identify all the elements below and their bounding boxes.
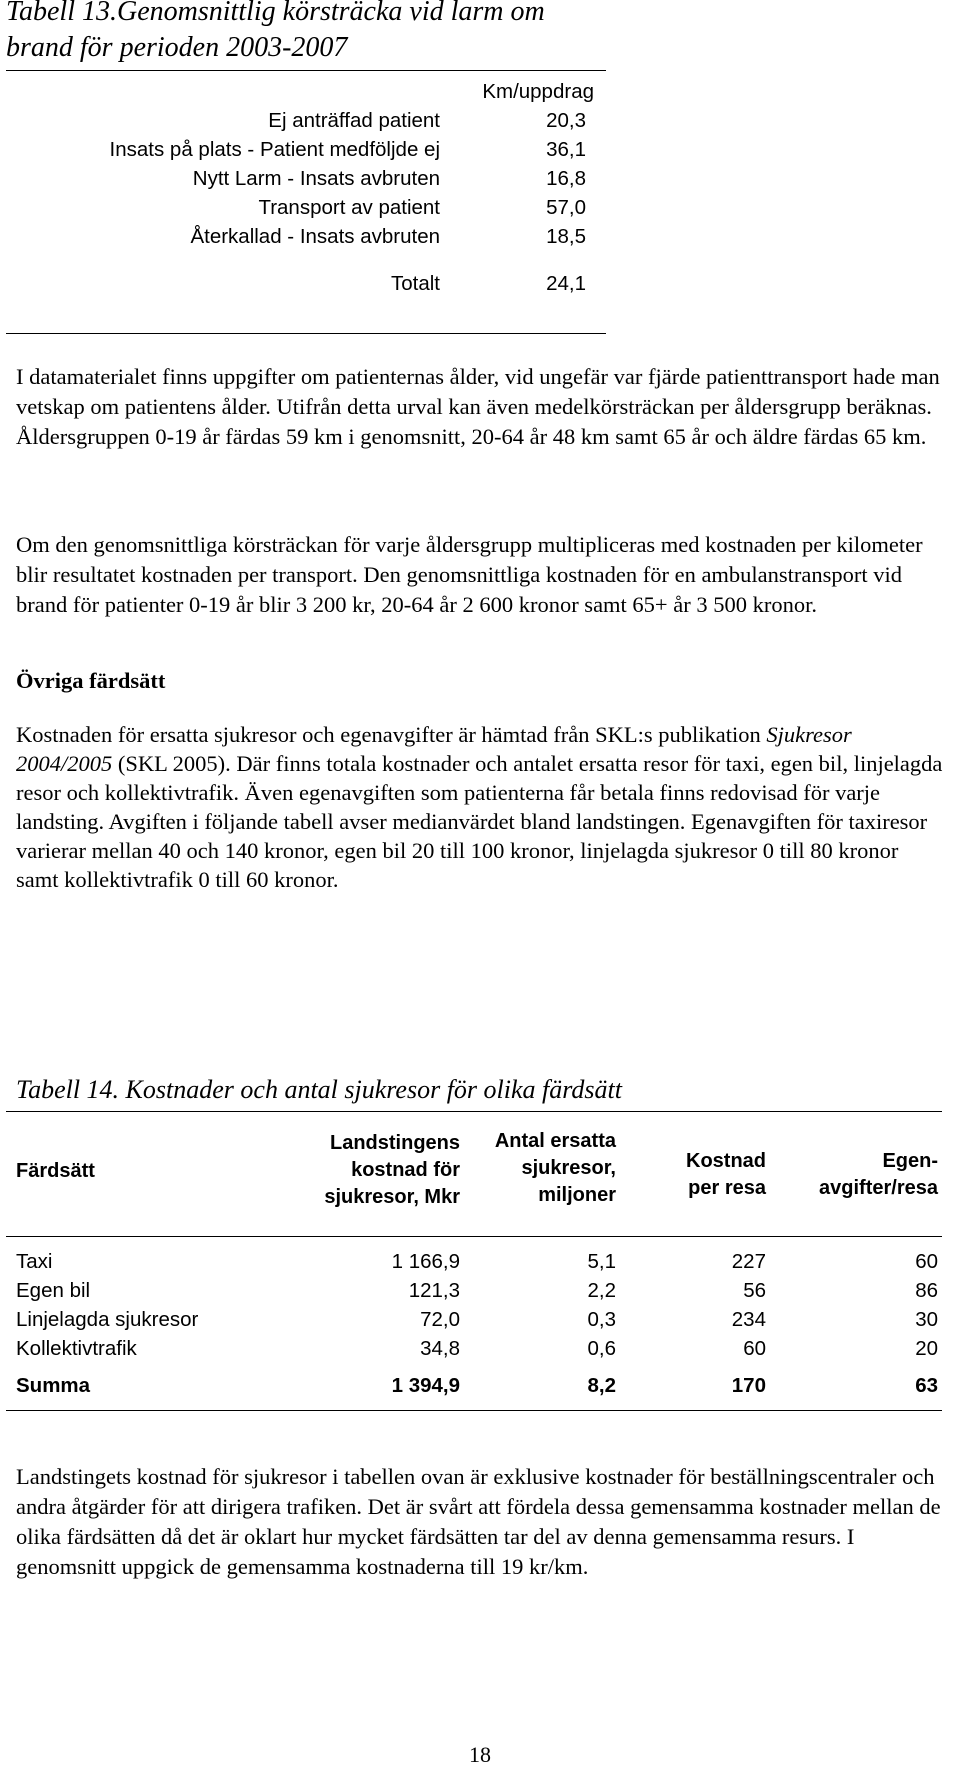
header-line: sjukresor, <box>521 1157 616 1179</box>
table-header-rule <box>6 1236 942 1237</box>
cell: 8,2 <box>587 1374 616 1397</box>
paragraph-text: (SKL 2005). Där finns totala kostnader och antalet ersatta resor för taxi, egen bil, linjelagda resor och kollektivtrafik. Även egenavgiften som patienterna får betala finns redovisad för varje landsting. Avgiften i följande tabell avser medianvärdet bland landstingen. Egenavgiften för taxiresor varierar mellan 40 och 140 kronor, egen bil 20 till 100 kronor, linjelagda sjukresor 0 till 80 kronor samt kollektivtrafik 0 till 60 kronor. <box>16 751 943 892</box>
row-value: 36,1 <box>546 138 586 161</box>
cell: 0,3 <box>587 1308 616 1331</box>
total-label: Totalt <box>391 272 440 295</box>
table-13-caption: Tabell 13.Genomsnittlig körsträcka vid larm om brand för perioden 2003-2007 <box>6 0 545 63</box>
cell: Taxi <box>16 1250 53 1273</box>
cell: 0,6 <box>587 1337 616 1360</box>
cell: 86 <box>915 1279 938 1302</box>
cell: 34,8 <box>420 1337 460 1360</box>
paragraph-age-distance: I datamaterialet finns uppgifter om patienternas ålder, vid ungefär var fjärde patienttransport hade man vetskap om patientens ålder. Utifrån detta urval kan även medelkörsträckan per åldersgrupp beräknas. Åldersgruppen 0-19 år färdas 59 km i genomsnitt, 20-64 år 48 km samt 65 år och äldre färdas 65 km. <box>16 364 940 449</box>
paragraph-cost-per-transport: Om den genomsnittliga körsträckan för varje åldersgrupp multipliceras med kostnaden per kilometer blir resultatet kostnaden per transport. Den genomsnittliga kostnaden för en ambulanstransport vid brand för patienter 0-19 år blir 3 200 kr, 20-64 år 2 600 kronor samt 65+ år 3 500 kronor. <box>16 532 923 617</box>
row-value: 16,8 <box>546 167 586 190</box>
row-label: Insats på plats - Patient medföljde ej <box>109 138 440 161</box>
table-13-column-header: Km/uppdrag <box>482 80 594 103</box>
cell: 56 <box>743 1279 766 1302</box>
table-bottom-rule <box>6 1410 942 1411</box>
header-line: Kostnad <box>686 1150 766 1172</box>
cell: 60 <box>743 1337 766 1360</box>
cell: Linjelagda sjukresor <box>16 1308 199 1331</box>
paragraph-sjukresor <box>16 720 946 894</box>
table-row <box>0 1250 960 1280</box>
header-line: Egen- <box>882 1150 938 1172</box>
paragraph-shared-costs: Landstingets kostnad för sjukresor i tabellen ovan är exklusive kostnader för beställningscentraler och andra åtgärder för att dirigera trafiken. Det är svårt att fördela dessa gemensamma kostnader mellan de olika färdsätten då det är oklart hur mycket färdsätten tar del av denna gemensamma resurs. I genomsnitt uppgick de gemensamma kostnaderna till 19 kr/km. <box>16 1464 941 1579</box>
cell: 72,0 <box>420 1308 460 1331</box>
cell: 5,1 <box>587 1250 616 1273</box>
table-row <box>6 167 606 197</box>
header-line: avgifter/resa <box>819 1177 938 1199</box>
section-heading: Övriga färdsätt <box>16 668 166 693</box>
header-line: kostnad för <box>351 1159 460 1181</box>
row-value: 20,3 <box>546 109 586 132</box>
row-value: 57,0 <box>546 196 586 219</box>
table-row <box>0 1337 960 1367</box>
cell: Summa <box>16 1374 91 1397</box>
header-trip-count <box>495 1128 616 1209</box>
table-row <box>6 138 606 168</box>
cell: 30 <box>915 1308 938 1331</box>
row-label: Återkallad - Insats avbruten <box>190 225 440 248</box>
table-14-caption: Tabell 14. Kostnader och antal sjukresor för olika färdsätt <box>16 1075 622 1104</box>
table-row <box>0 1308 960 1338</box>
total-value: 24,1 <box>546 272 586 295</box>
header-landsting-cost <box>324 1130 460 1211</box>
cell: Kollektivtrafik <box>16 1337 137 1360</box>
table-13 <box>6 70 606 334</box>
cell: 63 <box>915 1374 938 1397</box>
cell: Egen bil <box>16 1279 91 1302</box>
publication-title: Sjukresor 2004/2005 <box>16 722 852 776</box>
cell: 234 <box>731 1308 766 1331</box>
page-number: 18 <box>469 1742 491 1767</box>
header-line: sjukresor, Mkr <box>324 1186 460 1208</box>
cell: 227 <box>731 1250 766 1273</box>
header-line: per resa <box>688 1177 766 1199</box>
table-sum-row <box>0 1374 960 1404</box>
cell: 60 <box>915 1250 938 1273</box>
row-value: 18,5 <box>546 225 586 248</box>
cell: 20 <box>915 1337 938 1360</box>
row-label: Nytt Larm - Insats avbruten <box>192 167 440 190</box>
cell: 170 <box>731 1374 766 1397</box>
cell: 1 166,9 <box>391 1250 460 1273</box>
header-line: Antal ersatta <box>494 1130 616 1152</box>
cell: 121,3 <box>408 1279 460 1302</box>
table-top-rule <box>6 1111 942 1112</box>
row-label: Transport av patient <box>258 196 440 219</box>
paragraph-text: Kostnaden för ersatta sjukresor och egenavgifter är hämtad från SKL:s publikation <box>16 722 767 747</box>
header-line: Landstingens <box>329 1132 460 1154</box>
table-total-row <box>6 272 606 302</box>
header-fee <box>819 1148 938 1202</box>
header-fardsatt: Färdsätt <box>16 1160 95 1182</box>
table-row <box>6 225 606 255</box>
table-row <box>6 196 606 226</box>
cell: 1 394,9 <box>391 1374 460 1397</box>
header-line: miljoner <box>538 1184 616 1206</box>
header-cost-per-trip <box>686 1148 766 1202</box>
cell: 2,2 <box>587 1279 616 1302</box>
table-row <box>6 109 606 139</box>
table-row <box>0 1279 960 1309</box>
row-label: Ej anträffad patient <box>268 109 440 132</box>
